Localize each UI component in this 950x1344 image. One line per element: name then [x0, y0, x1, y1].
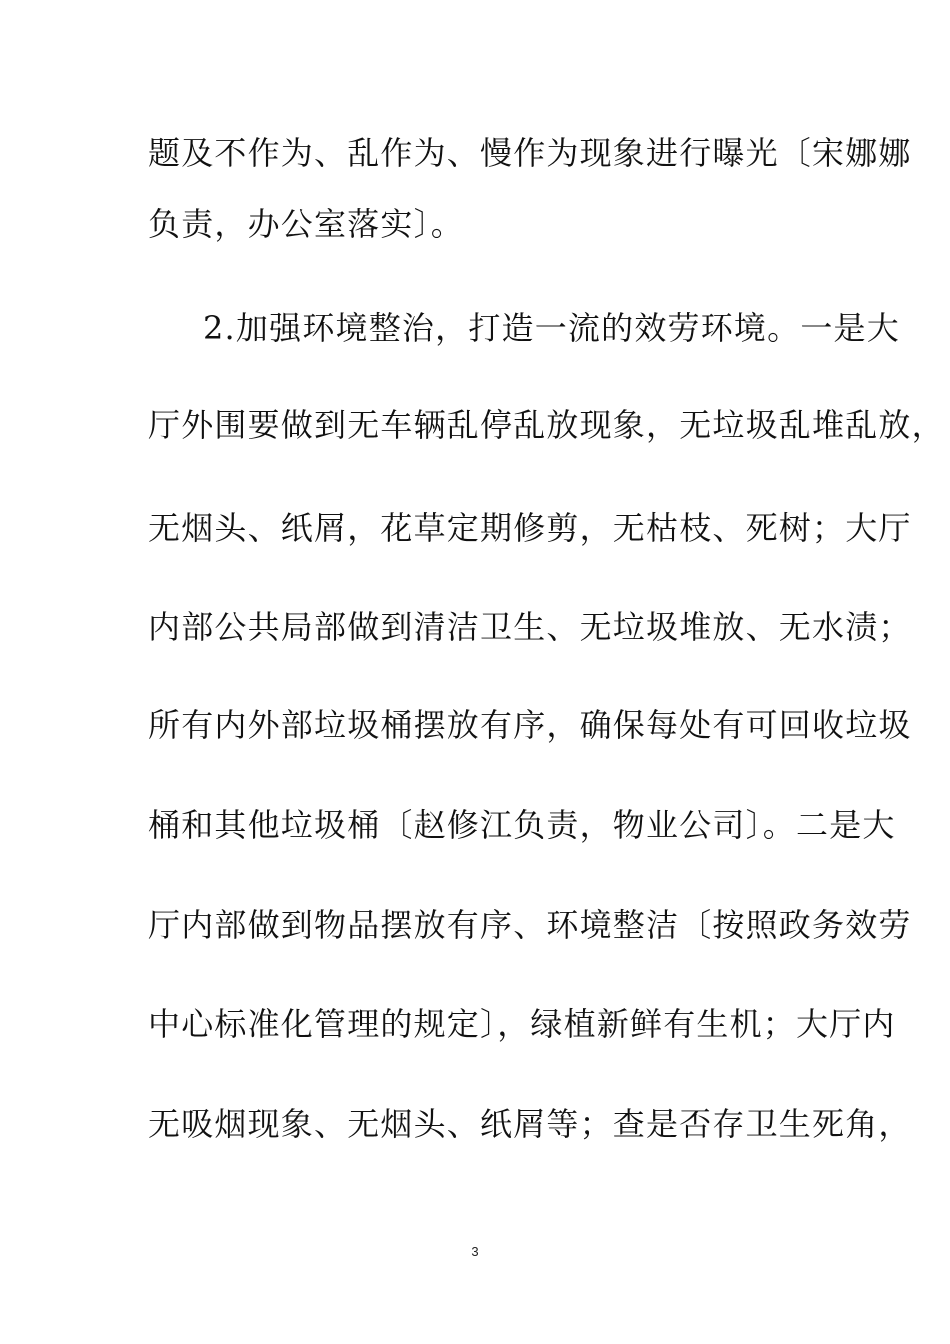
page-number: 3 [471, 1244, 479, 1259]
text-line-10: 中心标准化管理的规定〕，绿植新鲜有生机；大厅内 [148, 1005, 896, 1043]
text-line-9: 厅内部做到物品摆放有序、环境整洁〔按照政务效劳 [148, 906, 912, 944]
text-line-6: 内部公共局部做到清洁卫生、无垃圾堆放、无水渍； [148, 608, 912, 646]
text-line-4: 厅外围要做到无车辆乱停乱放现象，无垃圾乱堆乱放， [148, 406, 945, 444]
text-line-8: 桶和其他垃圾桶〔赵修江负责，物业公司〕。二是大 [148, 806, 896, 844]
text-line-1: 题及不作为、乱作为、慢作为现象进行曝光〔宋娜娜 [148, 134, 912, 172]
text-line-3: 2.加强环境整治，打造一流的效劳环境。一是大 [203, 309, 900, 347]
text-line-11: 无吸烟现象、无烟头、纸屑等；查是否存卫生死角， [148, 1105, 912, 1143]
text-line-7: 所有内外部垃圾桶摆放有序，确保每处有可回收垃圾 [148, 706, 912, 744]
text-line-2: 负责，办公室落实〕。 [148, 205, 465, 243]
text-line-5: 无烟头、纸屑，花草定期修剪，无枯枝、死树；大厅 [148, 509, 912, 547]
